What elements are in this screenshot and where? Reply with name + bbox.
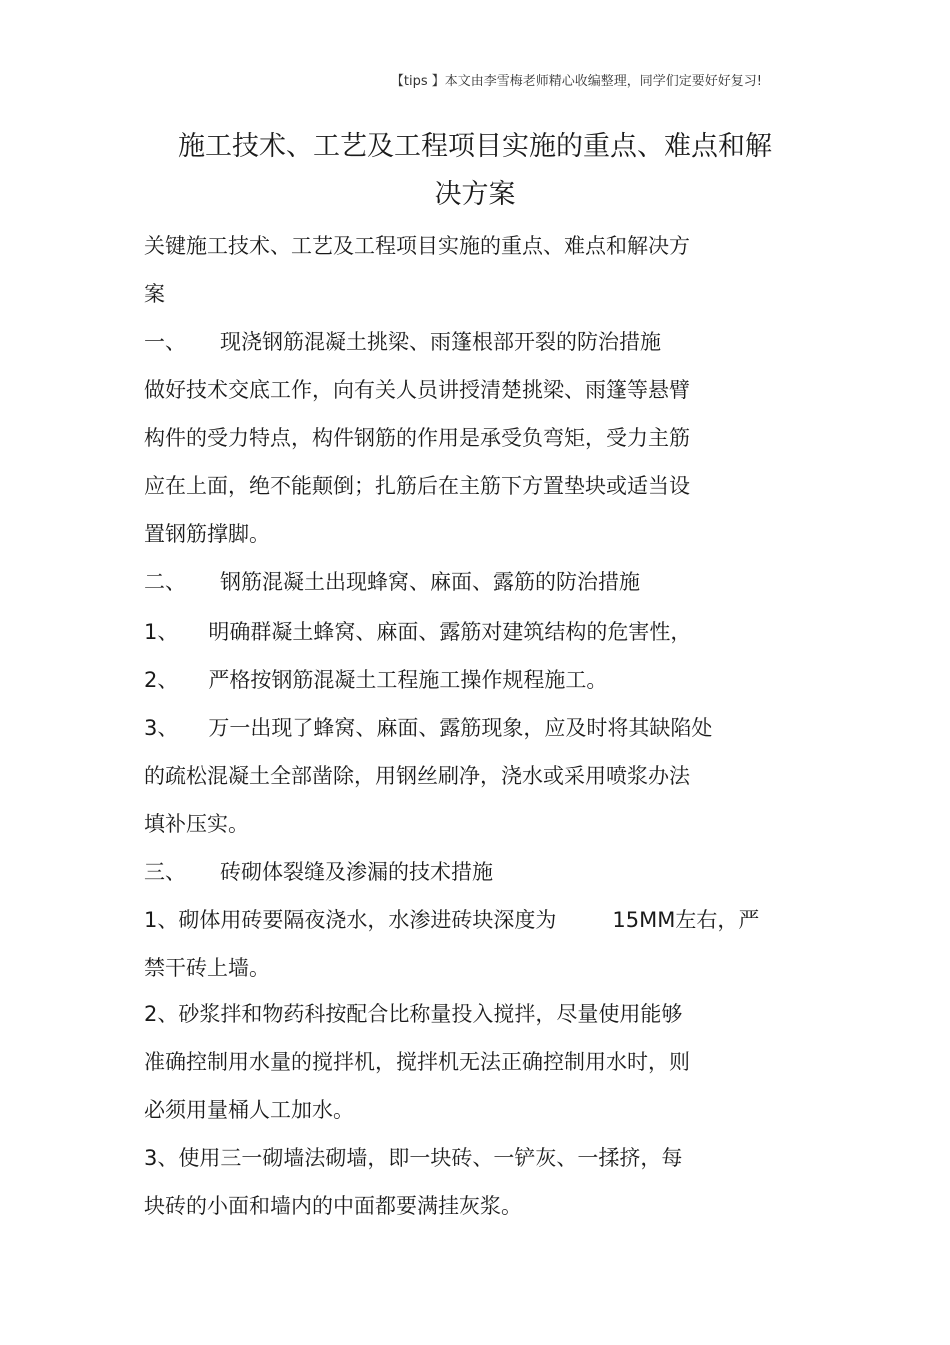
section-1-paragraph-line: 应在上面，绝不能颠倒；扎筋后在主筋下方置垫块或适当设	[144, 474, 690, 498]
section-2-heading	[144, 568, 640, 596]
section-1-paragraph-line: 构件的受力特点，构件钢筋的作用是承受负弯矩，受力主筋	[144, 426, 690, 450]
section-3-item-2-continuation: 准确控制用水量的搅拌机，搅拌机无法正确控制用水时，则	[144, 1050, 690, 1074]
section-1-heading	[144, 328, 661, 356]
section-2-item-3-number: 3、	[144, 716, 179, 740]
section-3-item-1	[144, 906, 759, 934]
section-2-item-3	[144, 714, 712, 742]
section-2-item-3-continuation: 填补压实。	[144, 812, 249, 836]
section-2-heading-text: 钢筋混凝土出现蜂窝、麻面、露筋的防治措施	[220, 570, 640, 594]
intro-line-2: 案	[144, 282, 165, 306]
section-2-item-3-continuation: 的疏松混凝土全部凿除，用钢丝刷净，浇水或采用喷浆办法	[144, 764, 690, 788]
section-3-item-1-text-cont: 15MM左右，严	[612, 908, 760, 932]
section-2-item-1	[144, 618, 691, 646]
section-3-item-1-continuation: 禁干砖上墙。	[144, 956, 270, 980]
document-title-line1: 施工技术、工艺及工程项目实施的重点、难点和解	[178, 131, 772, 162]
section-3-number: 三、	[144, 860, 186, 884]
section-1-paragraph-line: 置钢筋撑脚。	[144, 522, 270, 546]
section-3-item-3: 3、使用三一砌墙法砌墙，即一块砖、一铲灰、一揉挤，每	[144, 1146, 683, 1170]
document-title-line2: 决方案	[434, 179, 516, 210]
section-2-item-2	[144, 666, 607, 694]
section-2-number: 二、	[144, 570, 186, 594]
section-3-item-2-continuation: 必须用量桶人工加水。	[144, 1098, 354, 1122]
section-2-item-1-text: 明确群凝土蜂窝、麻面、露筋对建筑结构的危害性，	[208, 620, 692, 644]
section-2-item-1-number: 1、	[144, 620, 179, 644]
section-1-heading-text: 现浇钢筋混凝土挑梁、雨篷根部开裂的防治措施	[220, 330, 661, 354]
section-2-item-2-number: 2、	[144, 668, 179, 692]
section-3-item-3-continuation: 块砖的小面和墙内的中面都要满挂灰浆。	[144, 1194, 522, 1218]
section-3-item-1-text: 1、砌体用砖要隔夜浇水，水渗进砖块深度为	[144, 908, 557, 932]
section-3-item-2: 2、砂浆拌和物药科按配合比称量投入搅拌，尽量使用能够	[144, 1002, 683, 1026]
section-2-item-3-text: 万一出现了蜂窝、麻面、露筋现象，应及时将其缺陷处	[208, 716, 713, 740]
intro-line-1: 关键施工技术、工艺及工程项目实施的重点、难点和解决方	[144, 234, 690, 258]
section-1-paragraph-line: 做好技术交底工作，向有关人员讲授清楚挑梁、雨篷等悬臂	[144, 378, 690, 402]
header-tips: 【tips 】本文由李雪梅老师精心收编整理，同学们定要好好复习!	[390, 74, 762, 89]
section-3-heading	[144, 858, 493, 886]
section-1-number: 一、	[144, 330, 186, 354]
section-3-heading-text: 砖砌体裂缝及渗漏的技术措施	[220, 860, 493, 884]
section-2-item-2-text: 严格按钢筋混凝土工程施工操作规程施工。	[208, 668, 608, 692]
